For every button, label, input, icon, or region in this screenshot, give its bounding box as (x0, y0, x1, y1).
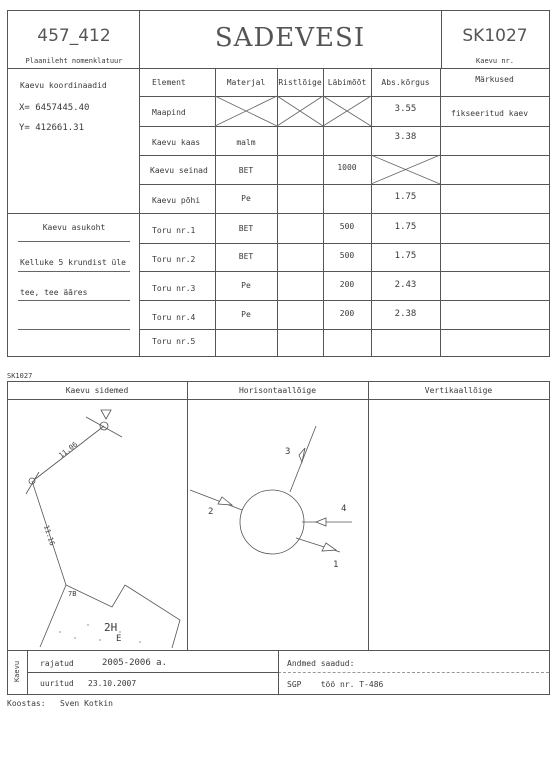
nomenclature-label: Plaanileht nomenklatuur (25, 57, 123, 65)
pipe-2-line (190, 490, 242, 510)
col-header-section: Ristlõige (278, 78, 322, 87)
row-element: Kaevu seinad (150, 166, 208, 175)
arrow-icon (218, 497, 232, 505)
row-elevation: 1.75 (394, 192, 417, 202)
row-material: malm (236, 138, 256, 147)
row-elevation: 3.38 (394, 132, 417, 142)
arrow-icon (299, 448, 305, 462)
pipe-label-1: 1 (333, 560, 339, 570)
arrow-icon (316, 518, 326, 526)
surveyed-value: 23.10.2007 (88, 679, 137, 688)
row-diameter: 200 (339, 280, 355, 289)
nomenclature-number: 457_412 (37, 26, 111, 46)
hatch-dots (59, 621, 141, 643)
row-elevation: 2.38 (394, 309, 417, 319)
created-value: 2005-2006 a. (102, 658, 168, 668)
row-diameter: 200 (339, 309, 355, 318)
row-element: Toru nr.2 (152, 255, 196, 264)
row-material: BET (238, 224, 254, 233)
row-element: Toru nr.3 (152, 284, 196, 293)
row-elevation: 3.55 (394, 104, 417, 114)
col-header-element: Element (152, 78, 186, 87)
location-line-2: tee, tee äāres (20, 288, 88, 297)
panel-title-horizontal: Horisontaallõige (238, 386, 317, 395)
location-label: Kaevu asukoht (42, 223, 106, 232)
row-elevation: 2.43 (394, 280, 417, 290)
row-material: Pe (241, 281, 251, 290)
sketch-well-id: SK1027 (7, 372, 33, 380)
row-material: Pe (241, 310, 251, 319)
row-diameter: 500 (339, 251, 355, 260)
row-element: Toru nr.1 (152, 226, 196, 235)
row-element: Kaevu põhi (152, 196, 201, 205)
compiler: Koostas: Sven Kotkin (7, 699, 113, 708)
data-source-value: SGP töö nr. T-486 (287, 680, 384, 689)
row-diameter: 500 (339, 222, 355, 231)
panel-title-connections: Kaevu sidemed (65, 386, 129, 395)
row-note: fikseeritud kaev (451, 109, 529, 118)
footer-side-label: Kaevu (13, 660, 22, 683)
dim-label-2: 11.16 (41, 524, 57, 547)
row-elevation: 1.75 (394, 251, 417, 261)
row-elevation: 1.75 (394, 222, 417, 232)
page-title: SADEVESI (214, 23, 366, 53)
panel-title-vertical: Vertikaallõige (424, 386, 493, 395)
row-element: Toru nr.4 (152, 313, 196, 322)
row-element: Maapind (152, 108, 186, 117)
manhole-circle (240, 490, 304, 554)
well-number: SK1027 (462, 26, 528, 46)
col-header-material: Materjal (226, 78, 266, 87)
col-header-elevation: Abs.kõrgus (381, 78, 430, 87)
pipe-arrows (218, 448, 336, 551)
dim-label-1: 11.06 (57, 440, 79, 460)
well-marker-icon (101, 410, 111, 419)
arrow-icon (322, 543, 336, 551)
row-diameter: 1000 (337, 163, 357, 172)
coordinate-y: Y= 412661.31 (19, 123, 85, 133)
pipe-label-2: 2 (208, 507, 214, 517)
surveyed-label: uuritud (40, 679, 74, 688)
col-header-notes: Märkused (475, 75, 514, 84)
coordinate-x: X= 6457445.40 (19, 103, 90, 113)
well-number-label: Kaevu nr. (476, 57, 514, 65)
data-source-label: Andmed saadud: (287, 659, 355, 668)
col-header-diameter: Läbimõõt (327, 78, 367, 87)
building-outline (66, 585, 180, 648)
horizontal-section (190, 426, 352, 554)
row-material: BET (238, 166, 254, 175)
location-line-1: Kelluke 5 krundist üle (20, 258, 126, 267)
property-line (40, 585, 66, 647)
row-element: Kaevu kaas (152, 138, 201, 147)
reference-line (86, 417, 122, 437)
pipe-label-3: 3 (285, 447, 291, 457)
building-sub-label: E (116, 634, 122, 644)
row-material: BET (238, 252, 254, 261)
corner-label: 7B (68, 590, 77, 598)
building-label: 2H (104, 621, 118, 634)
row-material: Pe (241, 194, 251, 203)
pipe-label-4: 4 (341, 504, 347, 514)
coordinates-label: Kaevu koordinaadid (20, 81, 107, 90)
created-label: rajatud (40, 659, 74, 668)
row-element: Toru nr.5 (152, 337, 196, 346)
